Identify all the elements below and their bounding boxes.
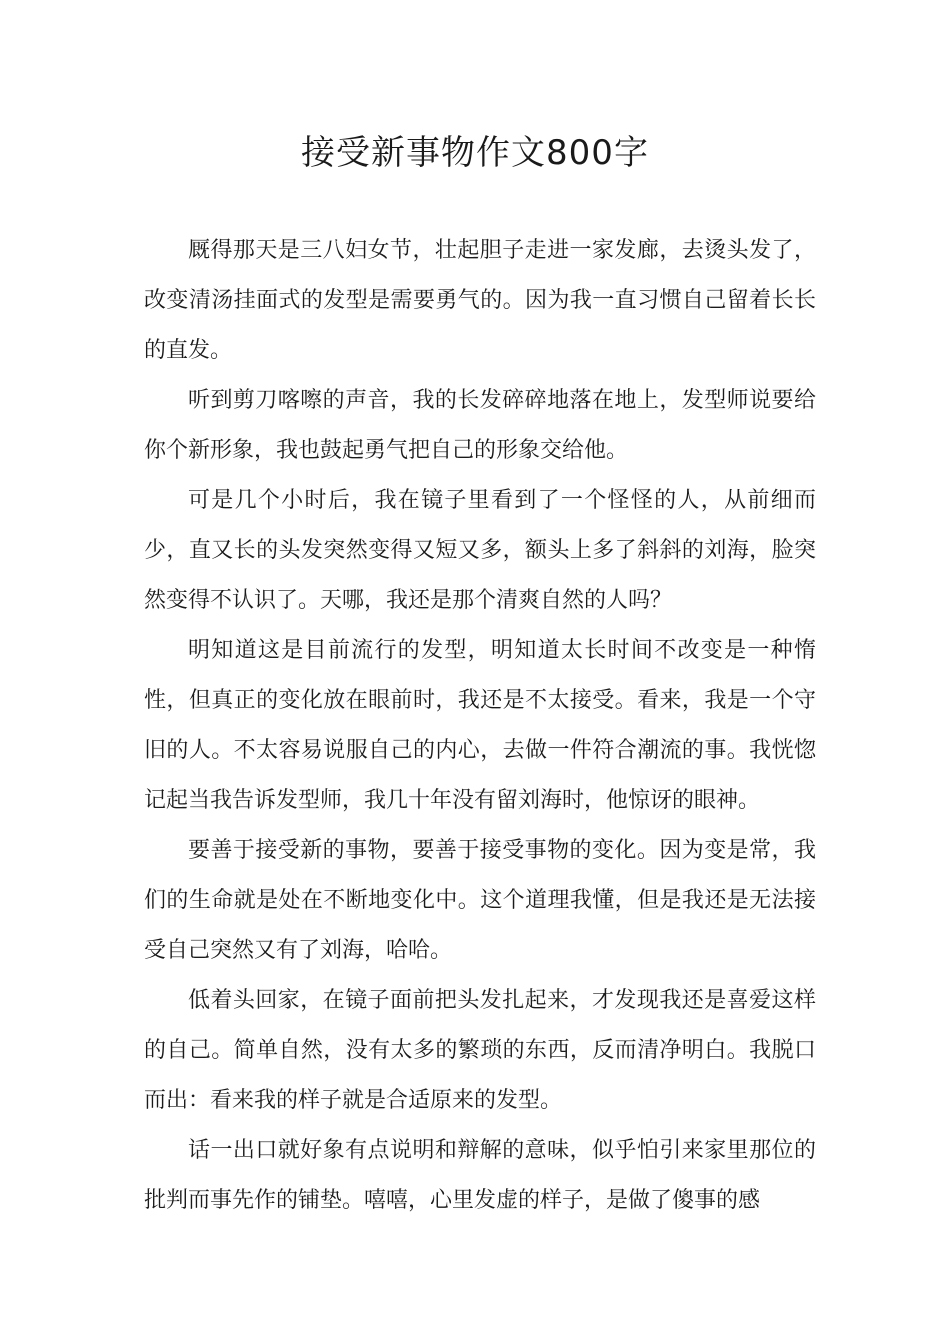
paragraph-1: 厩得那天是三八妇女节，壮起胆子走进一家发廊，去烫头发了，改变清汤挂面式的发型是需要勇气的。因为我一直习惯自己留着长长的直发。	[144, 238, 816, 363]
paragraph-3: 可是几个小时后，我在镜子里看到了一个怪怪的人，从前细而少，直又长的头发突然变得又短又多，额头上多了斜斜的刘海，脸突然变得不认识了。天哪，我还是那个清爽自然的人吗？	[144, 488, 816, 613]
document-body	[144, 226, 816, 1226]
paragraph-4: 明知道这是目前流行的发型，明知道太长时间不改变是一种惰性，但真正的变化放在眼前时，我还是不太接受。看来，我是一个守旧的人。不太容易说服自己的内心，去做一件符合潮流的事。我恍惚记起当我告诉发型师，我几十年没有留刘海时，他惊讶的眼神。	[144, 638, 816, 813]
paragraph-7: 话一出口就好象有点说明和辩解的意味，似乎怕引来家里那位的批判而事先作的铺垫。嘻嘻，心里发虚的样子，是做了傻事的感	[144, 1138, 816, 1213]
paragraph-5: 要善于接受新的事物，要善于接受事物的变化。因为变是常，我们的生命就是处在不断地变化中。这个道理我懂，但是我还是无法接受自己突然又有了刘海，哈哈。	[144, 838, 816, 963]
paragraph-2: 听到剪刀喀嚓的声音，我的长发碎碎地落在地上，发型师说要给你个新形象，我也鼓起勇气把自己的形象交给他。	[144, 388, 816, 463]
document-title: 接受新事物作文800字	[301, 133, 649, 173]
paragraph-6: 低着头回家，在镜子面前把头发扎起来，才发现我还是喜爱这样的自己。简单自然，没有太多的繁琐的东西，反而清净明白。我脱口而出：看来我的样子就是合适原来的发型。	[144, 988, 816, 1113]
